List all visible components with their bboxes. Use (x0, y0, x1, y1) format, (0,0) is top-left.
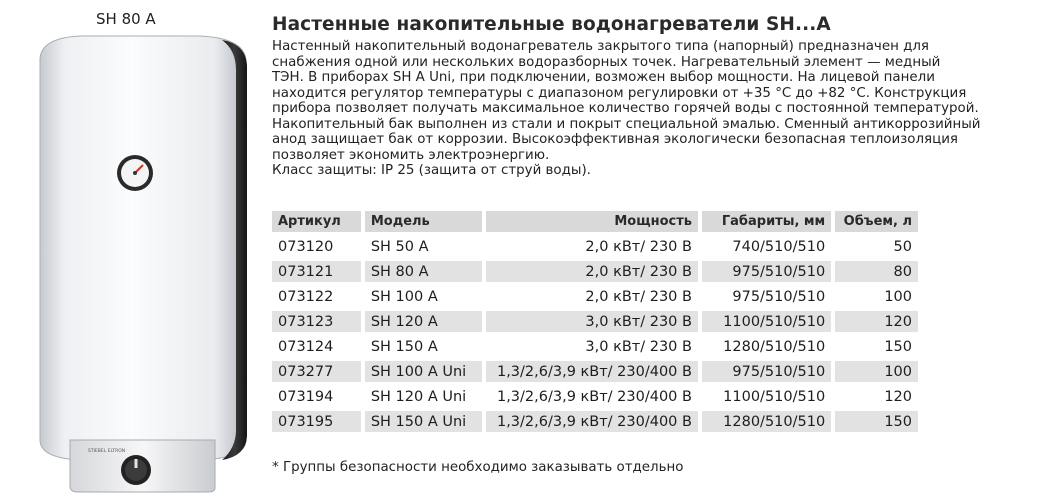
temperature-knob-icon (121, 455, 151, 485)
header-article: Артикул (272, 211, 361, 232)
cell-volume: 80 (835, 261, 918, 282)
cell-dimensions: 975/510/510 (702, 361, 831, 382)
cell-model: SH 50 A (370, 238, 429, 255)
footnote: * Группы безопасности необходимо заказывать отдельно (272, 460, 684, 475)
cell-power: 2,0 кВт/ 230 В (585, 288, 692, 305)
cell-dimensions: 1280/510/510 (702, 411, 831, 432)
specs-table (268, 207, 922, 436)
cell-volume: 150 (835, 411, 918, 432)
product-image (0, 0, 262, 495)
cell-article: 073194 (278, 388, 334, 405)
table-row (272, 236, 918, 257)
cell-dimensions: 740/510/510 (732, 238, 826, 255)
description-line: позволяет экономить электроэнергию. (272, 147, 550, 163)
cell-dimensions: 975/510/510 (702, 261, 831, 282)
cell-article: 073122 (278, 288, 334, 305)
cell-volume: 50 (893, 238, 912, 255)
cell-article: 073120 (278, 238, 334, 255)
table-row (272, 386, 918, 407)
cell-volume: 100 (835, 361, 918, 382)
header-dimensions: Габариты, мм (702, 211, 831, 232)
thermometer-icon (117, 155, 153, 191)
cell-article: 073124 (278, 338, 334, 355)
cell-power: 2,0 кВт/ 230 В (585, 238, 692, 255)
description-line: прибора позволяет получать максимальное количество горячей воды с постоянной температурой. (272, 101, 979, 116)
cell-dimensions: 1100/510/510 (723, 388, 826, 405)
cell-power: 1,3/2,6/3,9 кВт/ 230/400 В (486, 361, 698, 382)
header-model: Модель (365, 211, 482, 232)
brand-label: STIEBEL ELTRON (88, 449, 126, 454)
description-line: находится регулятор температуры с диапазоном регулировки от +35 °С до +82 °С. Конструкция (272, 85, 967, 101)
cell-power: 1,3/2,6/3,9 кВт/ 230/400 В (496, 388, 692, 405)
cell-volume: 150 (884, 338, 912, 355)
cell-power: 3,0 кВт/ 230 В (585, 338, 692, 355)
cell-model: SH 150 A (370, 338, 438, 355)
description-line: Накопительный бак выполнен из стали и покрыт специальной эмалью. Сменный антикоррозийный (272, 116, 981, 132)
protection-class: Класс защиты: IP 25 (защита от струй воды). (272, 163, 591, 178)
table-row (272, 286, 918, 307)
table-header-row (272, 211, 918, 232)
cell-power: 3,0 кВт/ 230 В (486, 311, 698, 332)
cell-volume: 100 (884, 288, 912, 305)
description-line: снабжения одной или нескольких водоразборных точек. Нагревательный элемент — медный (272, 54, 941, 70)
cell-dimensions: 1100/510/510 (702, 311, 831, 332)
cell-model: SH 100 A Uni (365, 361, 482, 382)
heater-body (40, 36, 246, 460)
table-row (272, 311, 918, 332)
description-line: анод защищает бак от коррозии. Высокоэффективная экологически безопасная теплоизоляция (272, 132, 958, 147)
cell-dimensions: 1280/510/510 (723, 338, 826, 355)
cell-model: SH 100 A (370, 288, 438, 305)
cell-article: 073277 (272, 361, 361, 382)
cell-model: SH 150 A Uni (365, 411, 482, 432)
cell-model: SH 80 A (365, 261, 482, 282)
description-line: Настенный накопительный водонагреватель закрытого типа (напорный) предназначен для (272, 39, 929, 54)
cell-volume: 120 (884, 388, 912, 405)
header-power: Мощность (486, 211, 698, 232)
water-heater-illustration (0, 0, 262, 495)
table-row (272, 361, 918, 382)
header-volume: Объем, л (835, 211, 918, 232)
cell-power: 1,3/2,6/3,9 кВт/ 230/400 В (486, 411, 698, 432)
description-text (272, 39, 1024, 163)
table-row (272, 411, 918, 432)
table-row (272, 261, 918, 282)
cell-article: 073121 (272, 261, 361, 282)
product-caption: SH 80 A (96, 10, 156, 28)
description-line: ТЭН. В приборах SH A Uni, при подключении, возможен выбор мощности. На лицевой панели (272, 70, 935, 85)
table-row (272, 336, 918, 357)
page-title: Настенные накопительные водонагреватели SH...A (272, 14, 831, 35)
description-block (272, 14, 1024, 179)
cell-model: SH 120 A (365, 311, 482, 332)
cell-article: 073195 (272, 411, 361, 432)
cell-article: 073123 (272, 311, 361, 332)
cell-power: 2,0 кВт/ 230 В (486, 261, 698, 282)
cell-volume: 120 (835, 311, 918, 332)
cell-dimensions: 975/510/510 (732, 288, 826, 305)
cell-model: SH 120 A Uni (370, 388, 467, 405)
